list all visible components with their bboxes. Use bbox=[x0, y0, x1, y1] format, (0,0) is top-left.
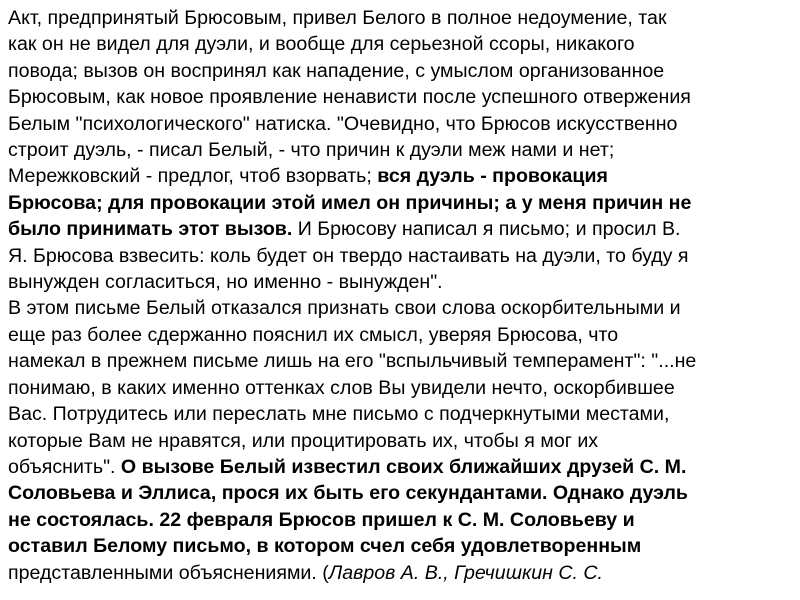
paragraph-2-text-end: представленными объяснениями. ( bbox=[8, 561, 329, 584]
paragraph-1-bold-passage: вся дуэль - провокация Брюсова; для провокации этой имел он причины; а у меня причин не было принимать этот вызов. bbox=[8, 165, 692, 241]
paragraph-1-text-end: И Брюсову написал я письмо; и просил В. Я. Брюсова взвесить: коль будет он твердо настаивать на дуэли, то буду я вынужден согласиться, но именно - вынужден". bbox=[8, 218, 689, 294]
citation-authors: Лавров А. В., Гречишкин С. С. bbox=[328, 561, 603, 584]
document-text bbox=[8, 5, 792, 586]
paragraph-1-text: Акт, предпринятый Брюсовым, привел Белого в полное недоумение, так как он не видел для дуэли, и вообще для серьезной ссоры, никакого повода; вызов он воспринял как нападение, с умыслом организованное Брюсовым, как новое проявление ненависти после успешного отвержения Белым "психологического" натиска. "Очевидно, что Брюсов искусственно строит дуэль, - писал Белый, - что причин к дуэли меж нами и нет; Мережковский - предлог, чтоб взорвать; bbox=[8, 7, 691, 188]
paragraph-2-bold-passage: О вызове Белый известил своих ближайших друзей С. М. Соловьева и Эллиса, прося их быть его секундантами. Однако дуэль не состоялась. 22 февраля Брюсов пришел к С. М. Соловьеву и оставил Белому письмо, bbox=[8, 455, 688, 558]
paragraph-2-text: В этом письме Белый отказался признать свои слова оскорбительными и еще раз более сдержанно пояснил их смысл, уверяя Брюсова, что намекал в прежнем письме лишь на его "вспыльчивый темперамент": "...не понимаю, в каких именно оттенках слов Вы увидели нечто, оскорбившее Вас. Потрудитесь или переслать мне письмо с подчеркнутыми местами, которые Вам не нравятся, или процитировать их, чтобы я мог их объяснить". bbox=[8, 297, 697, 478]
paragraph-2-bold-tail: в котором счел себя удовлетворенным bbox=[251, 535, 642, 558]
